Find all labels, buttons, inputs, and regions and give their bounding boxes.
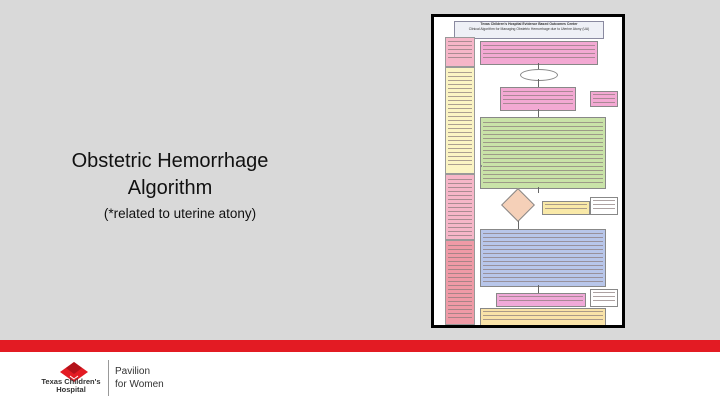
stage-column	[445, 37, 473, 323]
pavilion-line2: for Women	[115, 379, 164, 390]
flow-box-green	[480, 117, 606, 189]
flow-side-box	[590, 91, 618, 107]
stage-box-3	[445, 174, 475, 240]
pavilion-line1: Pavilion	[115, 366, 151, 377]
flow-arrow	[518, 221, 519, 229]
footer-red-band	[0, 340, 720, 352]
stage-box-2	[445, 67, 475, 174]
document-header	[454, 21, 604, 39]
flow-box-magenta	[496, 293, 586, 307]
slide-title-line1: Obstetric Hemorrhage	[71, 150, 269, 172]
slide-subtitle: (*related to uterine atony)	[103, 206, 257, 221]
flow-oval	[520, 69, 558, 81]
logo-text: Texas Children's Hospital	[41, 377, 101, 394]
document-header-line2: Clinical Algorithm for Managing Obstetric Hemorrhage due to Uterine Atony (UA)	[468, 27, 590, 31]
stage-box-4	[445, 240, 475, 325]
slide-title	[60, 148, 280, 202]
flow-arrow	[538, 109, 539, 117]
flow-note-box	[590, 197, 618, 215]
flow-note-box-2	[590, 289, 618, 307]
flow-box-pink-2	[500, 87, 576, 111]
flow-box-pink	[480, 41, 598, 65]
spacer	[480, 165, 482, 167]
flow-box-yellow	[542, 201, 590, 215]
document-header-line1: Texas Children's Hospital Evidence Based Outcomes Center	[480, 22, 578, 26]
stage-box-1	[445, 37, 475, 67]
flow-arrow	[538, 187, 539, 193]
pavilion-label	[115, 365, 164, 391]
flow-decision	[501, 188, 535, 222]
footer-divider	[108, 360, 109, 396]
flow-arrow	[538, 285, 539, 293]
flow-box-blue	[480, 229, 606, 287]
algorithm-document	[434, 17, 622, 325]
slide-title-line2: Algorithm	[127, 177, 213, 199]
flow-box-bottom	[480, 308, 606, 325]
flow-arrow	[538, 79, 539, 87]
